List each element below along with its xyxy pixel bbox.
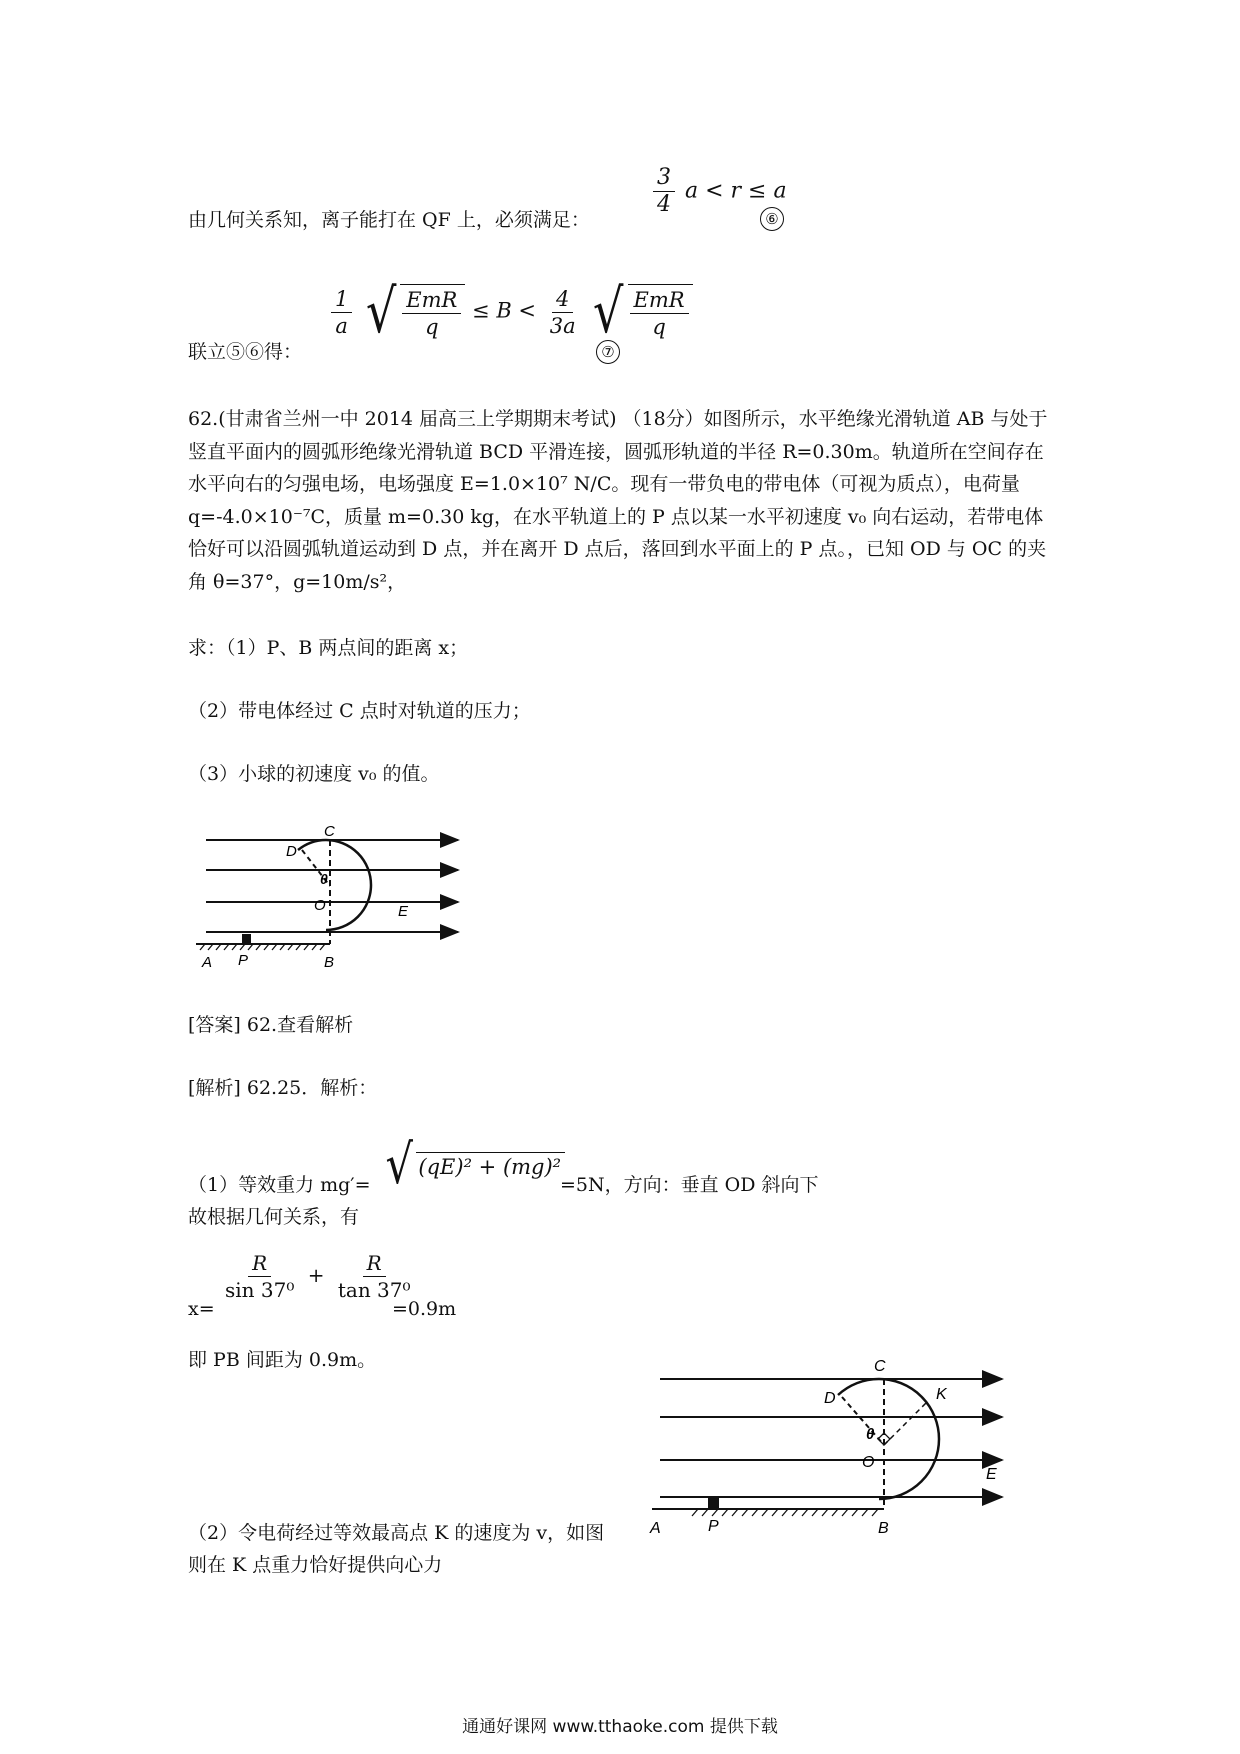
label-p: P (238, 952, 249, 969)
question-3: （3）小球的初速度 v₀ 的值。 (188, 763, 440, 785)
track-diagram-2 (652, 1355, 1012, 1535)
label-theta: θ (320, 871, 328, 887)
step1-line1: （1）等效重力 mg′= (188, 1174, 371, 1196)
label-p: P (708, 1518, 719, 1535)
step2-line1: （2）令电荷经过等效最高点 K 的速度为 v，如图 (188, 1522, 605, 1544)
sqrt-emr-q: √ $\frac{\text{EmR}}{q}$ (362, 282, 465, 342)
distance-formula: $\frac{R}{\text{sin 37⁰}}$ + $\frac{R}{\text{tan 37⁰}}$ (225, 1251, 411, 1302)
step2-line2: 则在 K 点重力恰好提供向心力 (188, 1554, 443, 1576)
answer-line: [答案] 62.查看解析 (188, 1014, 354, 1036)
page-footer: 通通好课网 www.tthaoke.com 提供下载 (462, 1717, 778, 1737)
x-result: =0.9m (392, 1298, 457, 1320)
label-e: E (398, 903, 409, 920)
arc-track (326, 840, 371, 930)
ground-hatch (692, 1509, 878, 1516)
step1-line2: 故根据几何关系，有 (188, 1206, 360, 1228)
condition-formula: $\frac{3}{4}$ a < r ≤ a (650, 165, 787, 218)
label-b: B (324, 954, 335, 971)
label-a: A (202, 954, 213, 971)
label-d: D (824, 1390, 836, 1407)
x-prefix: x= (188, 1298, 215, 1320)
label-e: E (986, 1466, 997, 1483)
label-a: A (650, 1520, 661, 1537)
track-diagram-1 (196, 820, 476, 970)
charged-body (242, 934, 251, 944)
combine-line: 联立⑤⑥得： (188, 341, 303, 363)
question-1: 求：（1）P、B 两点间的距离 x； (188, 637, 469, 659)
analysis-header: [解析] 62.25．解析： (188, 1077, 378, 1099)
dashed-ok (884, 1401, 928, 1445)
equation-number-7: ⑦ (596, 340, 620, 364)
question-2: （2）带电体经过 C 点时对轨道的压力； (188, 700, 531, 722)
label-c: C (874, 1358, 886, 1375)
step1-result: =5N，方向：垂直 OD 斜向下 (560, 1174, 819, 1196)
dashed-od (842, 1397, 884, 1445)
label-c: C (324, 823, 335, 840)
equation-number-6: ⑥ (760, 207, 784, 231)
arc-track (879, 1379, 939, 1499)
effective-gravity-formula: √ (qE)² + (mg)² (382, 1135, 565, 1195)
pb-distance: 即 PB 间距为 0.9m。 (188, 1349, 377, 1371)
condition-line (188, 205, 590, 235)
problem-statement: 62.(甘肃省兰州一中 2014 届高三上学期期末考试) （18分）如图所示，水平绝缘光滑轨道 AB 与处于竖直平面内的圆弧形绝缘光滑轨道 BCD 平滑连接，圆弧形轨道的半径 R=0.30m。轨道所在空间存在水平向右的匀强电场，电场强度 E=1.0×10⁷ N/C。现有一带负电的带电体（可视为质点），电荷量 q=-4.0×10⁻⁷C，质量 m=0.30 kg，在水平轨道上的 P 点以某一水平初速度 v₀ 向右运动，若带电体恰好可以沿圆弧轨道运动到 D 点，并在离开 D 点后，落回到水平面上的 P 点。，已知 OD 与 OC 的夹角 θ=37°，g=10m/s²， (188, 408, 1048, 593)
label-k: K (936, 1386, 947, 1403)
label-b: B (878, 1520, 889, 1537)
field-lines (206, 840, 458, 932)
label-o: O (314, 897, 326, 914)
label-d: D (286, 843, 297, 860)
label-theta: θ (866, 1426, 875, 1443)
charged-body (708, 1497, 719, 1509)
condition-text: 由几何关系知，离子能打在 QF 上，必须满足： (188, 209, 590, 231)
label-o: O (862, 1454, 875, 1471)
b-range-formula: $\frac{1}{a}$ √ $\frac{\text{EmR}}{q}$ ≤ B < $\frac{4}{3a}$ √ $\frac{\text{EmR}}{q}$ (328, 282, 693, 342)
fraction-3-4: $\frac{3}{4}$ (653, 165, 675, 218)
